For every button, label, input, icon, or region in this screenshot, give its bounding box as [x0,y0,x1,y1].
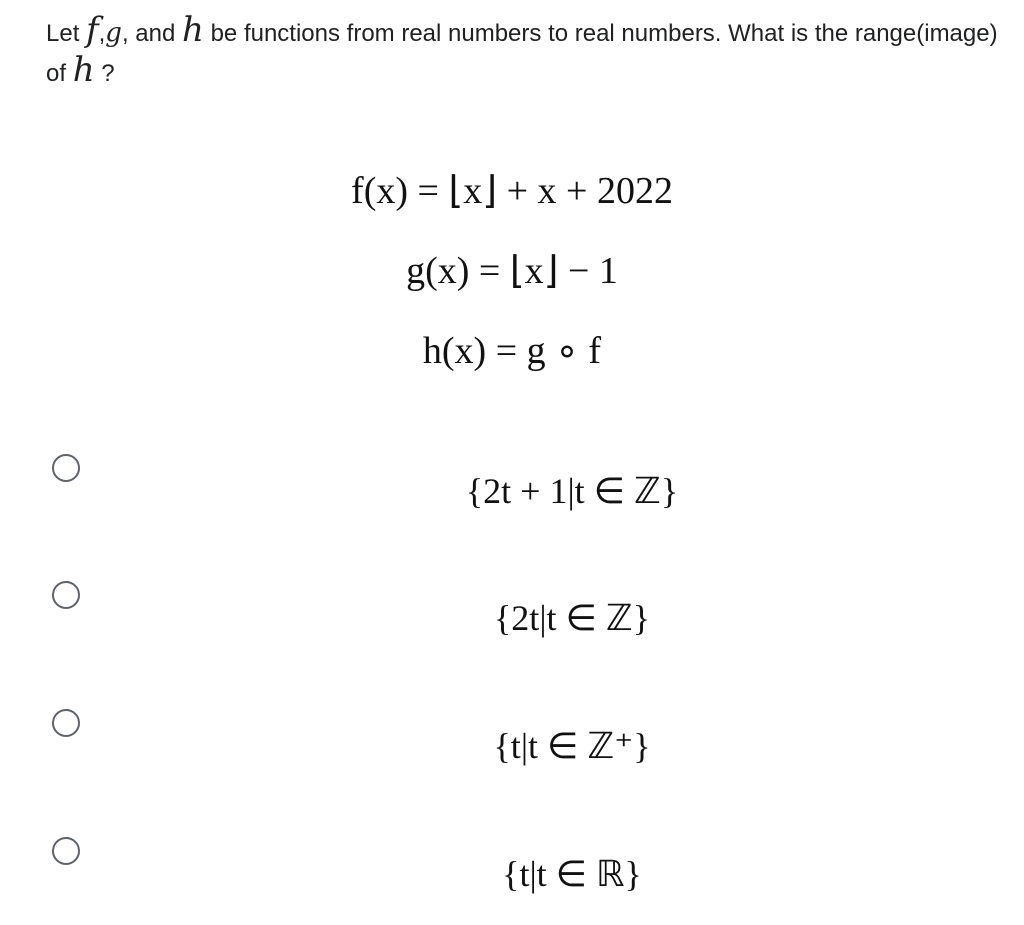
option-3[interactable] [0,707,1024,767]
var-f: f [86,10,99,50]
question-pre: Let [46,20,87,47]
option-4[interactable] [0,835,1024,895]
var-h-2: h [72,50,95,90]
var-h: h [182,10,204,50]
equation-g: g(x) = ⌊x⌋ − 1 [406,250,618,292]
equation-f: f(x) = ⌊x⌋ + x + 2022 [351,170,673,212]
option-2[interactable] [0,579,1024,639]
equation-h: h(x) = g ∘ f [422,330,602,372]
question-post: be functions from real numbers to real numbers. What is the range(image) of [46,20,998,87]
question-end: ? [94,60,115,87]
question-mid: , and [121,20,182,47]
option-2-label[interactable]: {2t|t ∈ ℤ} [494,598,650,638]
question-text [46,10,1006,94]
question-comma: , [98,20,106,47]
option-4-label[interactable]: {t|t ∈ ℝ} [502,854,642,894]
option-3-label[interactable]: {t|t ∈ ℤ⁺} [493,726,651,766]
var-g: g [105,18,122,48]
option-1-label[interactable]: {2t + 1|t ∈ ℤ} [465,471,679,511]
option-1[interactable] [0,452,1024,512]
